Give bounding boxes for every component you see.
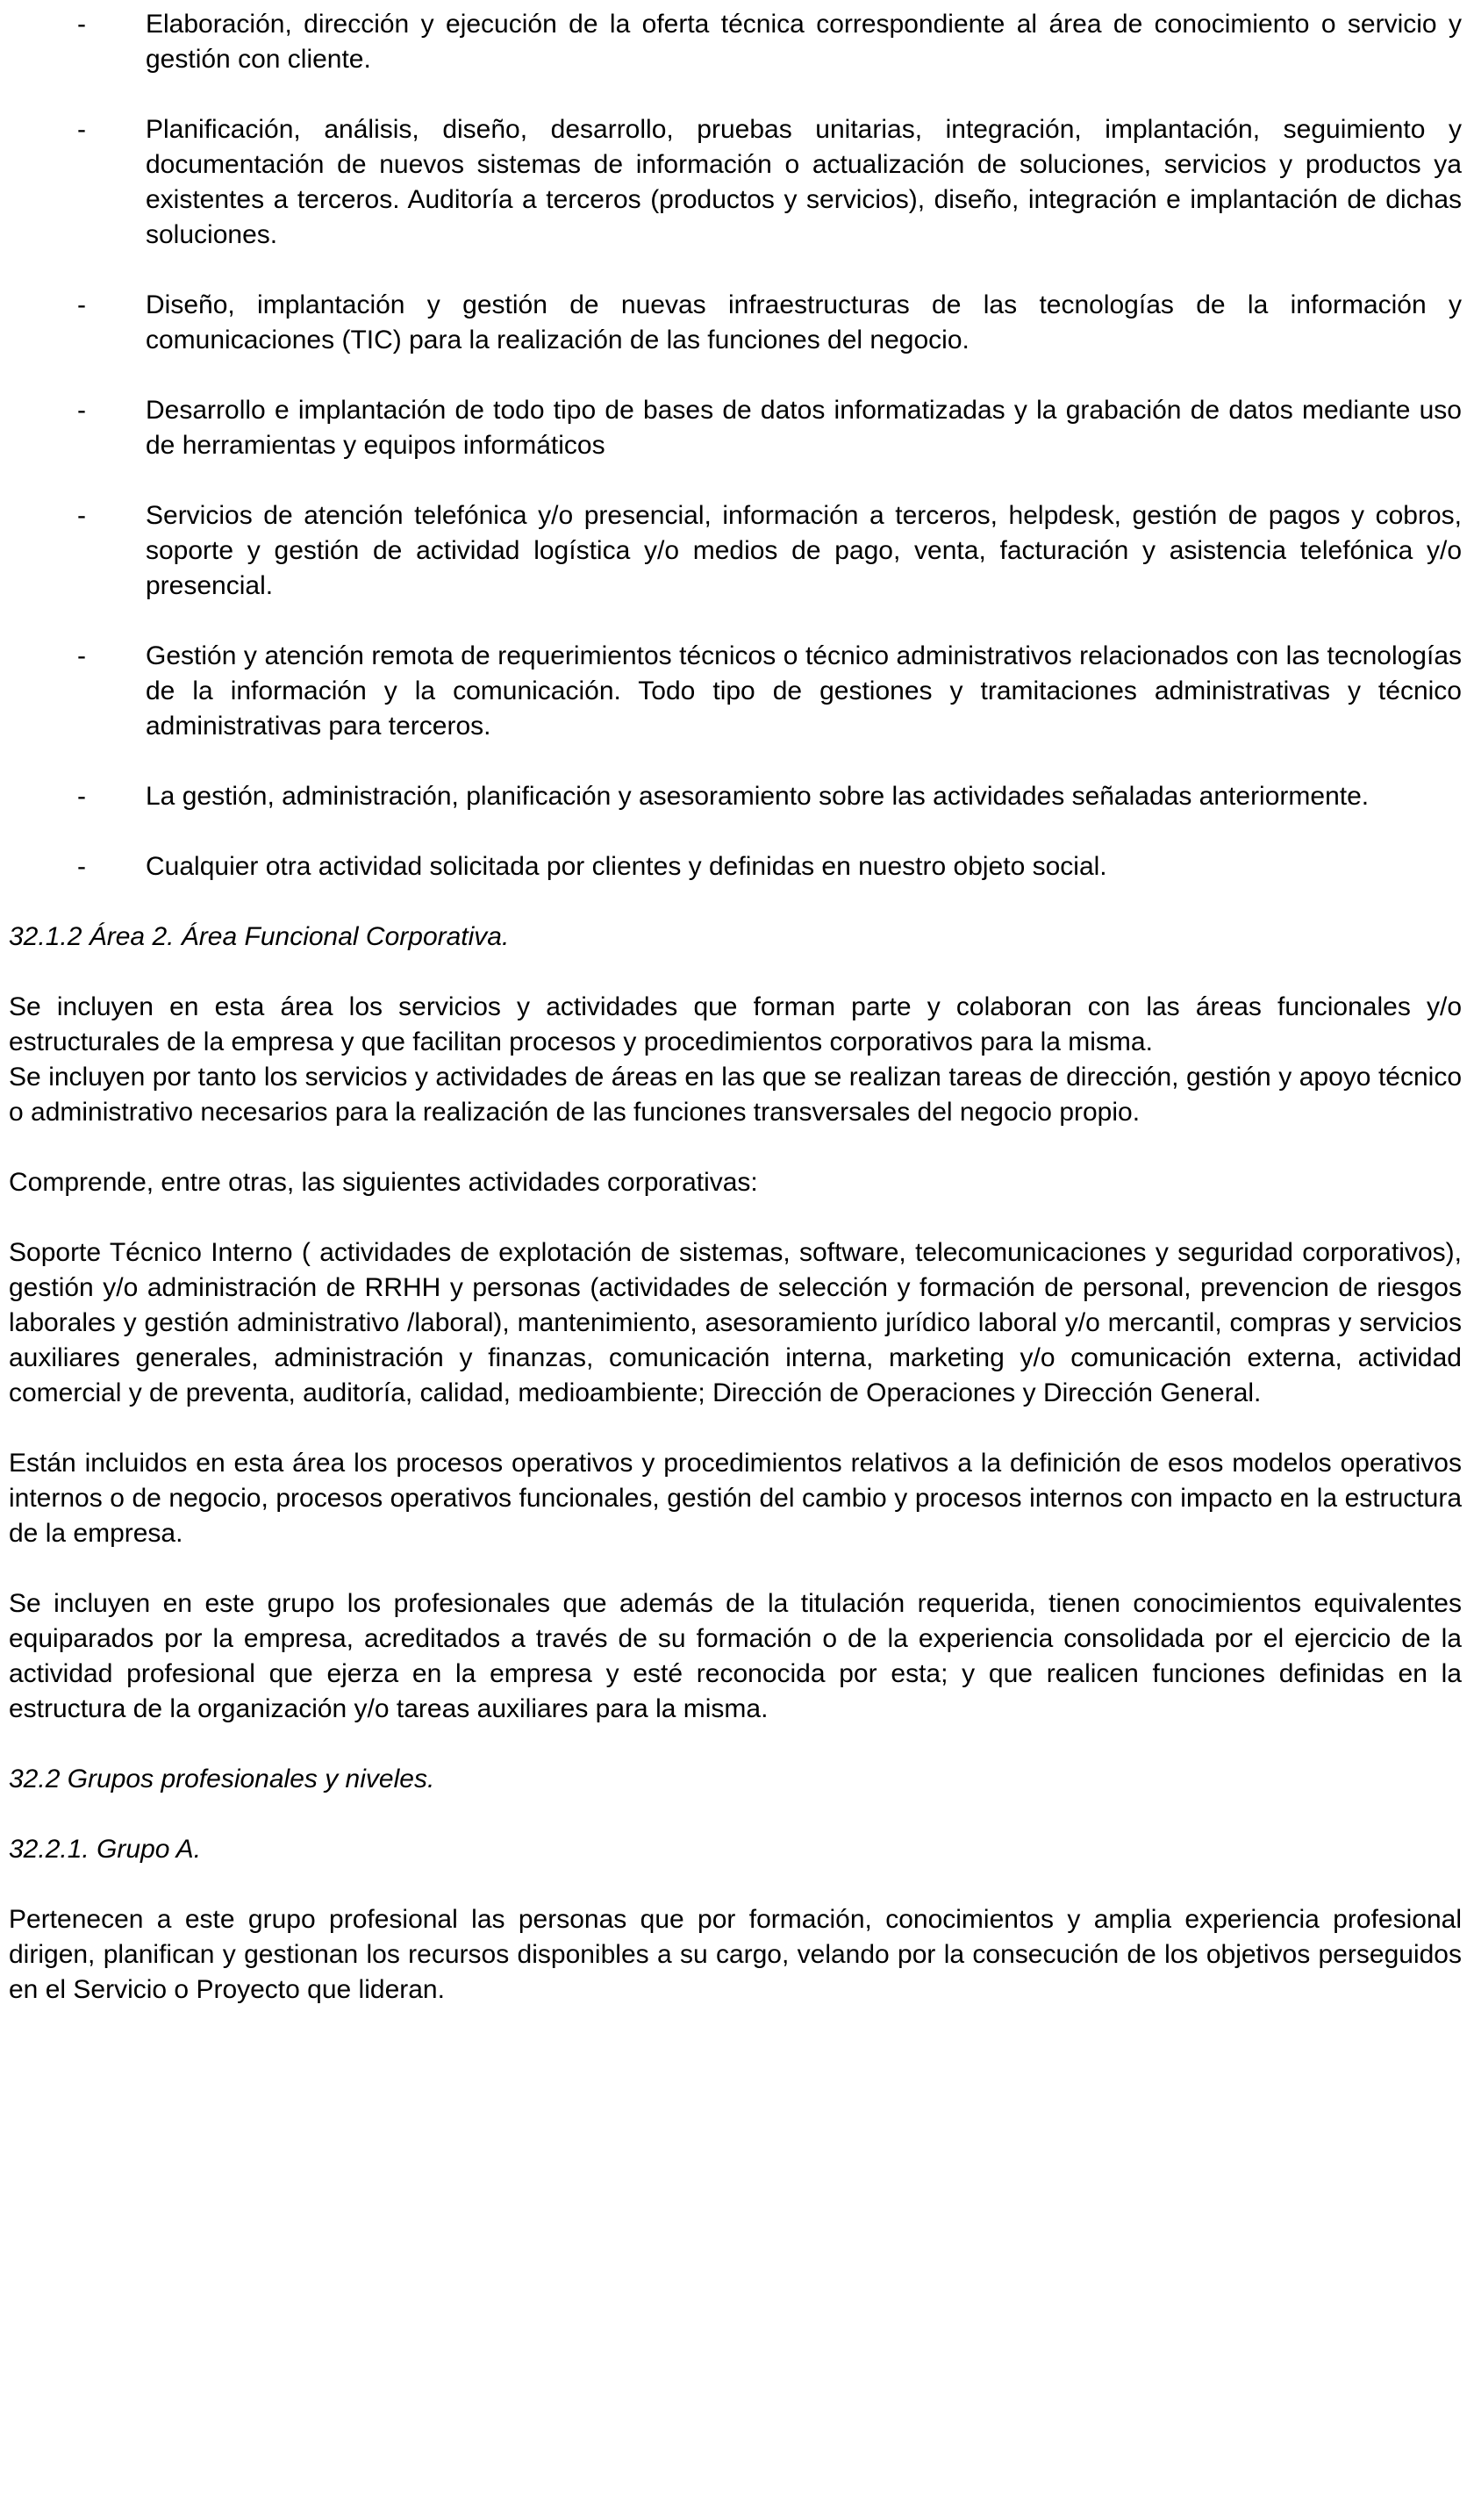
section-heading-area2: 32.1.2 Área 2. Área Funcional Corporativa. bbox=[9, 922, 510, 951]
bullet-dash: - bbox=[77, 501, 86, 530]
list-item bbox=[9, 849, 1462, 884]
bullet-text: Diseño, implantación y gestión de nuevas infraestructuras de las tecnologías de la información y comunicaciones (TIC) para la realización de las funciones del negocio. bbox=[146, 290, 1462, 354]
list-item bbox=[9, 639, 1462, 744]
bullet-dash: - bbox=[77, 641, 86, 670]
paragraph-se-incluyen-grupo: Se incluyen en este grupo los profesionales que además de la titulación requerida, tienen conocimientos equivalentes equiparados por la empresa, acreditados a través de su formación o de la experiencia consolidada por el ejercicio de la actividad profesional que ejerza en la empresa y esté reconocida por esta; y que realicen funciones definidas en la estructura de la organización y/o tareas auxiliares para la misma. bbox=[9, 1589, 1462, 1723]
bullet-text: Planificación, análisis, diseño, desarrollo, pruebas unitarias, integración, implantación, seguimiento y documentación de nuevos sistemas de información o actualización de soluciones, servicios y productos ya existentes a terceros. Auditoría a terceros (productos y servicios), diseño, integración e implantación de dichas soluciones. bbox=[146, 115, 1462, 249]
bullet-dash: - bbox=[77, 115, 86, 144]
bullet-text: Cualquier otra actividad solicitada por clientes y definidas en nuestro objeto social. bbox=[146, 852, 1107, 881]
paragraph-estan-incluidos: Están incluidos en esta área los procesos operativos y procedimientos relativos a la definición de esos modelos operativos internos o de negocio, procesos operativos funcionales, gestión del cambio y procesos internos con impacto en la estructura de la empresa. bbox=[9, 1449, 1462, 1548]
bullet-dash: - bbox=[77, 10, 86, 39]
list-item bbox=[9, 288, 1462, 358]
section-heading-grupos: 32.2 Grupos profesionales y niveles. bbox=[9, 1765, 435, 1793]
section-heading-grupo-a: 32.2.1. Grupo A. bbox=[9, 1835, 202, 1864]
list-item bbox=[9, 779, 1462, 814]
bullet-dash: - bbox=[77, 396, 86, 425]
bullet-text: Gestión y atención remota de requerimientos técnicos o técnico administrativos relacionados con las tecnologías de la información y la comunicación. Todo tipo de gestiones y tramitaciones administrativas y técnico administrativas para terceros. bbox=[146, 641, 1462, 741]
paragraph-grupo-a: Pertenecen a este grupo profesional las personas que por formación, conocimientos y amplia experiencia profesional dirigen, planifican y gestionan los recursos disponibles a su cargo, velando por la consecución de los objetivos perseguidos en el Servicio o Proyecto que lideran. bbox=[9, 1905, 1462, 2004]
paragraph-comprende: Comprende, entre otras, las siguientes actividades corporativas: bbox=[9, 1168, 758, 1197]
list-item bbox=[9, 498, 1462, 604]
list-item bbox=[9, 393, 1462, 463]
list-item bbox=[9, 112, 1462, 253]
paragraph: Se incluyen en esta área los servicios y actividades que forman parte y colaboran con las áreas funcionales y/o estructurales de la empresa y que facilitan procesos y procedimientos corporativos para la misma. bbox=[9, 992, 1462, 1056]
paragraph: Se incluyen por tanto los servicios y actividades de áreas en las que se realizan tareas de dirección, gestión y apoyo técnico o administrativo necesarios para la realización de las funciones transversales del negocio propio. bbox=[9, 1063, 1462, 1127]
bullet-text: Elaboración, dirección y ejecución de la oferta técnica correspondiente al área de conocimiento o servicio y gestión con cliente. bbox=[146, 10, 1462, 74]
bullet-text: La gestión, administración, planificación y asesoramiento sobre las actividades señaladas anteriormente. bbox=[146, 782, 1370, 811]
bullet-dash: - bbox=[77, 290, 86, 319]
paragraph-soporte-tecnico: Soporte Técnico Interno ( actividades de explotación de sistemas, software, telecomunicaciones y seguridad corporativos), gestión y/o administración de RRHH y personas (actividades de selección y formación de personal, prevencion de riesgos laborales y gestión administrativo /laboral), mantenimiento, asesoramiento jurídico laboral y/o mercantil, compras y servicios auxiliares generales, administración y finanzas, comunicación interna, marketing y/o comunicación externa, actividad comercial y de preventa, auditoría, calidad, medioambiente; Dirección de Operaciones y Dirección General. bbox=[9, 1238, 1462, 1407]
list-item bbox=[9, 7, 1462, 77]
paragraph-group-area2-intro bbox=[9, 990, 1462, 1130]
bullet-dash: - bbox=[77, 852, 86, 881]
bullet-dash: - bbox=[77, 782, 86, 811]
bullet-text: Desarrollo e implantación de todo tipo de bases de datos informatizadas y la grabación de datos mediante uso de herramientas y equipos informáticos bbox=[146, 396, 1462, 460]
bullet-text: Servicios de atención telefónica y/o presencial, información a terceros, helpdesk, gestión de pagos y cobros, soporte y gestión de actividad logística y/o medios de pago, venta, facturación y asistencia telefónica y/o presencial. bbox=[146, 501, 1462, 600]
